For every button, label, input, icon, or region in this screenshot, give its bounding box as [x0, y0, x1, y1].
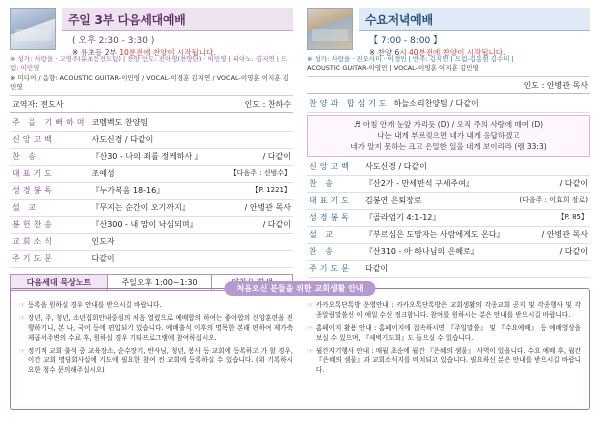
order-content: 『산300 - 내 맘이 낙심되며』 [89, 216, 225, 233]
praise-hymn-box [307, 115, 590, 157]
table-row [307, 96, 590, 113]
order-content: 코멤벡도 찬양팀 [89, 115, 225, 132]
order-label: 봉헌찬송 [10, 216, 89, 233]
announcement-text: 카카오톡단톡방 운영안내 : 카카오톡단톡방은 교회생활의 각종교회 공지 및 각종행사 및 각종알림말씀신 이 예일 수신 정크함니다. 참여를 원하시는 분은 안내를 받으시길 바랍니다. [315, 301, 581, 319]
list-item [19, 347, 293, 377]
left-credit-line-1: ※ 성가: 사랑을 · 고영주(유초등전도팀) | 찬양 인도: 진아영(찬양단) · 이민영 | 피아노: 김지연 | 드럼: 이민영 [10, 55, 288, 73]
order-extra: / 다같이 [517, 243, 590, 260]
order-extra [517, 260, 590, 277]
list-item [307, 324, 581, 344]
order-label: 신앙고백 [307, 159, 363, 176]
announcements-left-column [19, 301, 293, 403]
order-extra: 【다음주 : 선범수】 [225, 165, 293, 182]
order-label: 주기도문 [307, 260, 363, 277]
order-extra: (다음주 : 이효희 장로) [517, 192, 590, 209]
pointer-icon: ☞ [19, 301, 25, 309]
announcement-text: 홈페이지 활용 안내 : 홈페이지에 접속하시면 『주일말씀』 및 『수요예배』 등 예배영상을 보실 수 있으며, 『새벽기도회』도 들으실 수 있습니다. [315, 323, 581, 342]
pointer-icon: ☞ [307, 346, 313, 355]
hymn-line-1: ♬ 아침 안개 눈앞 가리듯 (D) / 오직 주의 사랑에 매여 (D) [353, 119, 544, 129]
left-guide-row [10, 96, 293, 113]
order-content: 하늘소리찬양팀 / 다같이 [392, 96, 590, 113]
order-extra: / 안병관 목사 [517, 226, 590, 243]
pointer-icon: ☞ [307, 301, 313, 309]
service-columns [10, 8, 590, 287]
order-extra: 【P. 85】 [517, 209, 590, 226]
order-extra [225, 131, 293, 148]
right-service-titlewrap [359, 8, 590, 57]
left-order-table [10, 115, 293, 268]
note-bar-time: 주일오후 1:00~1:30 [107, 275, 211, 290]
right-service-credits [307, 55, 590, 77]
announcements-box [10, 284, 590, 410]
table-row [10, 199, 293, 216]
order-content: 『무지는 순간이 오기까지』 [89, 199, 225, 216]
list-item [19, 301, 293, 311]
order-extra [225, 115, 293, 132]
right-credit-line-2: ACOUSTIC GUITAR-이영민 | VOCAL-이영훈 이지훈 김민영 [307, 64, 479, 73]
right-service-header [307, 8, 590, 57]
table-row [307, 209, 590, 226]
table-row [307, 175, 590, 192]
hymn-line-2: 나는 내게 부르짖으면 네가 내게 응답하겠고 [377, 131, 520, 141]
order-label: 설 교 [10, 199, 89, 216]
order-content: 사도신경 / 다같이 [363, 159, 517, 176]
right-guide-right: 인도 : 안병관 목사 [523, 80, 588, 90]
order-label: 주기도문 [10, 250, 89, 267]
order-content: 『누가복음 18-16』 [89, 182, 225, 199]
announcement-text: 월간지기행사 안내 : 매월 초순에 월간 『은혜의 샘물』 사역이 있을니다. 수요 예배 후, 월간 『은혜의 샘물』과 교회소식지를 비치되고 있습니다. 필요하신 분은 안내를 받으시길 바랍니다. [315, 346, 581, 375]
table-row [10, 148, 293, 165]
order-extra [517, 159, 590, 176]
left-guide-left: 교역자: 전도사 [12, 99, 64, 109]
table-row [307, 243, 590, 260]
left-service-column [10, 8, 293, 287]
order-label: 신앙고백 [10, 131, 89, 148]
order-content: 사도신경 / 다같이 [89, 131, 225, 148]
table-row [10, 233, 293, 250]
announcement-text: 정기적 교회 출석 중 교육장소, 순수장기, 반사님, 청년, 봉사 등 교회에 등록하고 가 할 경우, 이간 교회 명담회사실에 기도에 필요한 참여 전 교회에 등록하실 수 있습니다. (위 기록하시 요한 청수 문의해주십시오) [27, 346, 293, 375]
church-photo-children-service [10, 8, 56, 50]
order-label: 주 을 기뻐하며 [10, 115, 89, 132]
left-service-titlewrap [62, 8, 293, 57]
order-content: 김봉연 은퇴장로 [363, 192, 517, 209]
right-service-time: 【 7:00 - 8:00 】 [369, 36, 443, 46]
right-guide-row [307, 77, 590, 94]
order-label: 찬 송 [10, 148, 89, 165]
left-service-time: ( 오후 2:30 - 3:30 ) [72, 36, 155, 46]
hymn-line-3: 네가 알지 못하는 크고 은밀한 일을 네게 보이리라 (렘 33:3) [350, 142, 547, 152]
right-credit-line-1: ※ 성가: 사랑을 · 진오사미 · 이경민 | 반주: 김지연 | 드럼-김동현 김수미 | [307, 55, 514, 63]
order-label: 설 교 [307, 226, 363, 243]
announcements-columns [19, 301, 581, 403]
order-label: 찬 송 [307, 175, 363, 192]
order-label: 성경봉독 [307, 209, 363, 226]
right-praise-table [307, 96, 590, 113]
left-credit-line-2: ※ 미디어 / 음향: ACOUSTIC GUITAR-이민영 / VOCAL-이경훈 김지연 / VOCAL-이영훈 이지훈 김민영 [10, 73, 289, 92]
left-guide-right: 인도 : 찬하수 [244, 99, 291, 109]
pointer-icon: ☞ [19, 346, 25, 355]
right-service-subnote-red: 40분전에 찬양이 시작됩니다. [408, 48, 506, 57]
order-extra [225, 233, 293, 250]
right-order-table [307, 159, 590, 278]
right-service-title: 수요저녁예배 [359, 8, 590, 31]
order-content: 조예성 [89, 165, 225, 182]
order-label: 찬 송 [307, 243, 363, 260]
order-content: 다같이 [363, 260, 517, 277]
order-extra: / 다같이 [225, 216, 293, 233]
table-row [10, 131, 293, 148]
table-row [307, 192, 590, 209]
order-content: 『부르심은 도망자는 사람에게도 온다』 [363, 226, 517, 243]
order-extra: / 다같이 [225, 148, 293, 165]
church-photo-wednesday-service [307, 8, 353, 50]
list-item [307, 301, 581, 321]
order-label: 대표기도 [307, 192, 363, 209]
order-label: 교회소식 [10, 233, 89, 250]
order-content: 다같이 [89, 250, 225, 267]
order-label: 찬양과 합심기도 [307, 96, 392, 113]
order-content: 『산30 - 나의 죄를 정케하사 』 [89, 148, 225, 165]
order-extra: 【P. 1221】 [225, 182, 293, 199]
order-content: 『산310 - 아 하나님의 은혜로』 [363, 243, 517, 260]
announcements-title: 처음오신 분들을 위한 교회생활 안내 [224, 281, 375, 296]
left-service-subnote-red: 10분전에 찬양이 시작됩니다. [119, 48, 216, 57]
order-label: 대표기도 [10, 165, 89, 182]
order-label: 성경봉독 [10, 182, 89, 199]
note-bar-title: 다음세대 묵상노트 [11, 275, 107, 290]
table-row [10, 165, 293, 182]
table-row [307, 159, 590, 176]
left-service-header [10, 8, 293, 57]
order-extra [225, 250, 293, 267]
order-content: 인도자 [89, 233, 225, 250]
table-row [10, 250, 293, 267]
table-row [10, 182, 293, 199]
table-row [10, 115, 293, 132]
order-extra: / 안병관 목사 [225, 199, 293, 216]
order-content: 『골라엄기 4:1-12』 [363, 209, 517, 226]
left-service-title: 주일 3부 다음세대예배 [62, 8, 293, 31]
list-item [19, 314, 293, 344]
right-service-subnote-prefix: ※ 찬양 6시 [369, 48, 409, 57]
announcement-text: 등록을 원하실 경우 안내를 받으시길 바랍니다. [27, 301, 162, 309]
left-service-credits [10, 55, 293, 96]
announcement-text: 장년, 주, 청년, 소년집회안내중심의 처음 열렸으로 예배합의 하여는 좋아합의 신앙훈련을 진행하기니, 본 나, 국어 등에 편입되기 있습니다. 예배출석 이후의 명목한 본래 편하여 제가축제곱서주변의 수료 후, 원하실 경우 기타프로그램에 참여하십시오. [27, 313, 293, 342]
left-service-subnote-prefix: ※ 유초등 2부 [72, 48, 120, 57]
list-item [307, 347, 581, 377]
table-row [307, 226, 590, 243]
pointer-icon: ☞ [19, 313, 25, 322]
order-content: 『산2가 - 만세반석 구세주여』 [363, 175, 517, 192]
announcements-right-column [307, 301, 581, 403]
pointer-icon: ☞ [307, 323, 313, 332]
order-extra: / 다같이 [517, 175, 590, 192]
right-service-column [307, 8, 590, 276]
table-row [10, 216, 293, 233]
table-row [307, 260, 590, 277]
